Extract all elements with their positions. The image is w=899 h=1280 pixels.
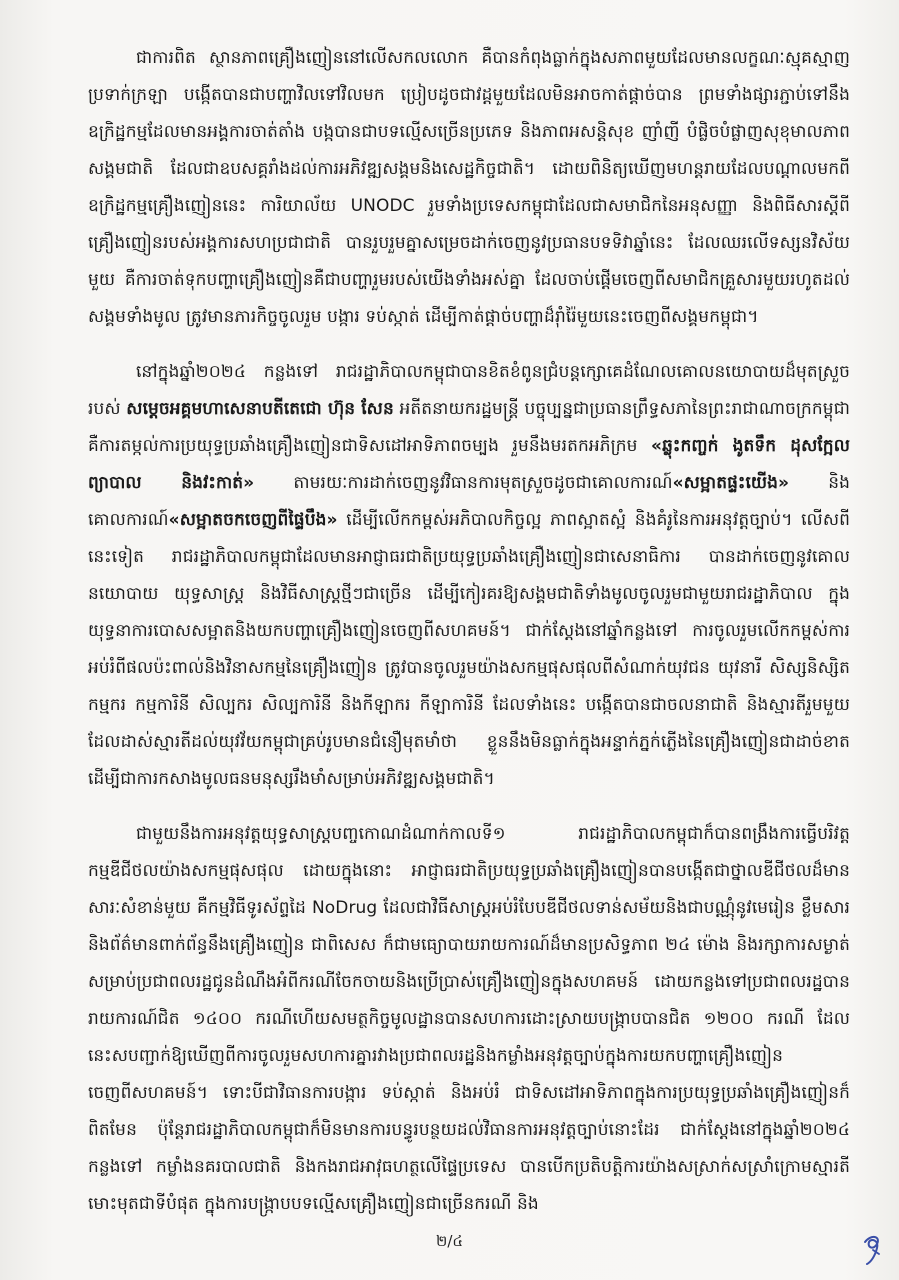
page-number: ២/៤ — [435, 1232, 464, 1250]
bold-text-run: សម្តេចអគ្គមហាសេនាបតីតេជោ ហ៊ុន សែន — [126, 399, 394, 419]
text-run: ដើម្បីលើកកម្ពស់អភិបាលកិច្ចល្អ ភាពស្អាតស្អំ និងគំរូនៃការអនុវត្តច្បាប់។ លើសពីនេះទៀត រាជរដ្ឋាភិបាលកម្ពុជាដែលមានអាជ្ញាធរជាតិប្រយុទ្ធប្រឆាំងគ្រឿងញៀនជាសេនាធិការ បានដាក់ចេញនូវគោលនយោបាយ យុទ្ធសាស្ត្រ និងវិធីសាស្ត្រថ្មីៗជាច្រើន ដើម្បីកៀរគរឱ្យសង្គមជាតិទាំងមូលចូលរួមជាមួយរាជរដ្ឋាភិបាល ក្នុងយុទ្ធនាការបោសសម្អាតនិងយកបញ្ហាគ្រឿងញៀនចេញពីសហគមន៍។ ជាក់ស្តែងនៅឆ្នាំកន្លងទៅ ការចូលរួមលើកកម្ពស់ការអប់រំពីផលប៉ះពាល់និងវិនាសកម្មនៃគ្រឿងញៀន ត្រូវបានចូលរួមយ៉ាងសកម្មផុសផុលពីសំណាក់យុវជន យុវនារី សិស្សនិស្សិត កម្មករ កម្មការិនី សិល្បករ សិល្បការិនី និងកីឡាករ កីឡាការិនី ដែលទាំងនេះ បង្កើតបានជាចលនាជាតិ និងស្មារតីរួមមួយ ដែលដាស់ស្មារតីដល់យុវវ័យកម្ពុជាគ្រប់រូបមានជំនឿមុតមាំថា ខ្លួននឹងមិនធ្លាក់ក្នុងអន្ទាក់ភ្នក់ភ្លើងនៃគ្រឿងញៀនជាដាច់ខាត ដើម្បីជាការកសាងមូលធនមនុស្សរឹងមាំសម្រាប់អភិវឌ្ឍសង្គមជាតិ។ — [88, 510, 850, 789]
text-run: នៅក្នុងឆ្នាំ២០២៤ កន្លងទៅ រាជរដ្ឋាភិបាលកម្ពុជាបានខិតខំពូនជ្រំបន្តក្សោគេដំណែលគោលនយោបាយដ៏មុតស្រួចរបស់ — [88, 362, 850, 419]
text-run: អតីតនាយករដ្ឋមន្ត្រី បច្ចុប្បន្នជាប្រធានព្រឹទ្ធសភានៃព្រះរាជាណាចក្រកម្ពុជា គឺការតម្កល់ការប្រយុទ្ធប្រឆាំងគ្រឿងញៀនជាទិសដៅអាទិភាពចម្បង រួមនឹងមរតកអភិក្រម — [88, 399, 850, 456]
paragraph-3 — [88, 816, 850, 1223]
text-run: ជាការពិត ស្ថានភាពគ្រឿងញៀននៅលើសកលលោក គឺបានកំពុងធ្លាក់ក្នុងសភាពមួយដែលមានលក្ខណៈស្មុគស្មាញ ប្រទាក់ក្រឡា បង្កើតបានជាបញ្ហាវិលទៅវិលមក ប្រៀបដូចជាវដ្តមួយដែលមិនអាចកាត់ផ្តាច់បាន ព្រមទាំងផ្សារភ្ជាប់ទៅនឹងឧក្រិដ្ឋកម្មដែលមានអង្គការចាត់តាំង បង្កបានជាបទល្មើសច្រើនប្រភេទ និងភាពអសន្តិសុខ ញាំញី បំផ្លិចបំផ្លាញសុខុមាលភាពសង្គមជាតិ ដែលជាឧបសគ្គរាំងដល់ការអភិវឌ្ឍសង្គមនិងសេដ្ឋកិច្ចជាតិ។ ដោយពិនិត្យឃើញមហន្តរាយដែលបណ្តាលមកពីឧក្រិដ្ឋកម្មគ្រឿងញៀននេះ ការិយាល័យ UNODC រួមទាំងប្រទេសកម្ពុជាដែលជាសមាជិកនៃអនុសញ្ញា និងពិធីសារស្តីពីគ្រឿងញៀនរបស់អង្គការសហប្រជាជាតិ បានរួបរួមគ្នាសម្រេចដាក់ចេញនូវប្រធានបទទិវាឆ្នាំនេះ ដែលឈរលើទស្សនវិស័យមួយ គឺការចាត់ទុកបញ្ហាគ្រឿងញៀនគឺជាបញ្ហារួមរបស់យើងទាំងអស់គ្នា ដែលចាប់ផ្តើមចេញពីសមាជិកគ្រួសារមួយរហូតដល់សង្គមទាំងមូល ត្រូវមានភារកិច្ចចូលរួម បង្ការ ទប់ស្កាត់ ដើម្បីកាត់ផ្តាច់បញ្ហាដ៏រ៉ាំរ៉ៃមួយនេះចេញពីសង្គមកម្ពុជា។ — [88, 48, 850, 327]
text-run: ជាមួយនឹងការអនុវត្តយុទ្ធសាស្ត្របញ្ចកោណដំណាក់កាលទី១ រាជរដ្ឋាភិបាលកម្ពុជាក៏បានពង្រឹងការធ្វើបរិវត្តកម្មឌីជីថលយ៉ាងសកម្មផុសផុល ដោយក្នុងនោះ អាជ្ញាធរជាតិប្រយុទ្ធប្រឆាំងគ្រឿងញៀនបានបង្កើតជាថ្នាលឌីជីថលដ៏មានសារៈសំខាន់មួយ គឺកម្មវិធីទូរស័ព្ទដៃ NoDrug ដែលជាវិធីសាស្ត្រអប់រំបែបឌីជីថលទាន់សម័យនិងជាបណ្ណុំនូវមេរៀន ខ្លឹមសារ និងព័ត៌មានពាក់ព័ន្ធនឹងគ្រឿងញៀន ជាពិសេស ក៏ជាមធ្យោបាយរាយការណ៍ដ៏មានប្រសិទ្ធភាព ២៤ ម៉ោង និងរក្សាការសម្ងាត់សម្រាប់ប្រជាពលរដ្ឋជូនដំណឹងអំពីករណីចែកចាយនិងប្រើប្រាស់គ្រឿងញៀនក្នុងសហគមន៍ ដោយកន្លងទៅប្រជាពលរដ្ឋបានរាយការណ៍ជិត ១៤០០ ករណីហើយសមត្ថកិច្ចមូលដ្ឋានបានសហការដោះស្រាយបង្ក្រាបបានជិត ១២០០ ករណី ដែលនេះសបញ្ជាក់ឱ្យឃើញពីការចូលរួមសហការគ្នារវាងប្រជាពលរដ្ឋនិងកម្លាំងអនុវត្តច្បាប់ក្នុងការយកបញ្ហាគ្រឿងញៀនចេញពីសហគមន៍។ ទោះបីជាវិធានការបង្ការ ទប់ស្កាត់ និងអប់រំ ជាទិសដៅអាទិភាពក្នុងការប្រយុទ្ធប្រឆាំងគ្រឿងញៀនក៏ពិតមែន ប៉ុន្តែរាជរដ្ឋាភិបាលកម្ពុជាក៏មិនមានការបន្ធូរបន្ថយដល់វិធានការអនុវត្តច្បាប់នោះដែរ ជាក់ស្តែងនៅក្នុងឆ្នាំ២០២៤ កន្លងទៅ កម្លាំងនគរបាលជាតិ និងកងរាជអាវុធហត្ថលើផ្ទៃប្រទេស បានបើកប្រតិបត្តិការយ៉ាងសស្រាក់សស្រាំក្រោមស្មារតីមោះមុតជាទីបំផុត ក្នុងការបង្ក្រាបបទល្មើសគ្រឿងញៀនជាច្រើនករណី និង — [88, 824, 850, 1214]
document-body — [88, 40, 850, 1241]
paragraph-2 — [88, 354, 850, 798]
handwritten-initials-icon — [859, 1232, 885, 1266]
bold-text-run: «ឆ្លុះកញ្ចក់ ងូតទឹក ដុសក្អែល ព្យាបាល និងវះកាត់» — [88, 436, 850, 493]
text-run: និងគោលការណ៍ — [88, 473, 850, 530]
bold-text-run: «សម្អាតផ្ទះយើង» — [672, 473, 790, 493]
text-run: តាមរយៈការដាក់ចេញនូវវិធានការមុតស្រួចដូចជាគោលការណ៍ — [254, 473, 673, 493]
bold-text-run: «សម្អាតចកចេញពីផ្ទៃបឹង» — [168, 510, 338, 530]
paragraph-1 — [88, 40, 850, 336]
